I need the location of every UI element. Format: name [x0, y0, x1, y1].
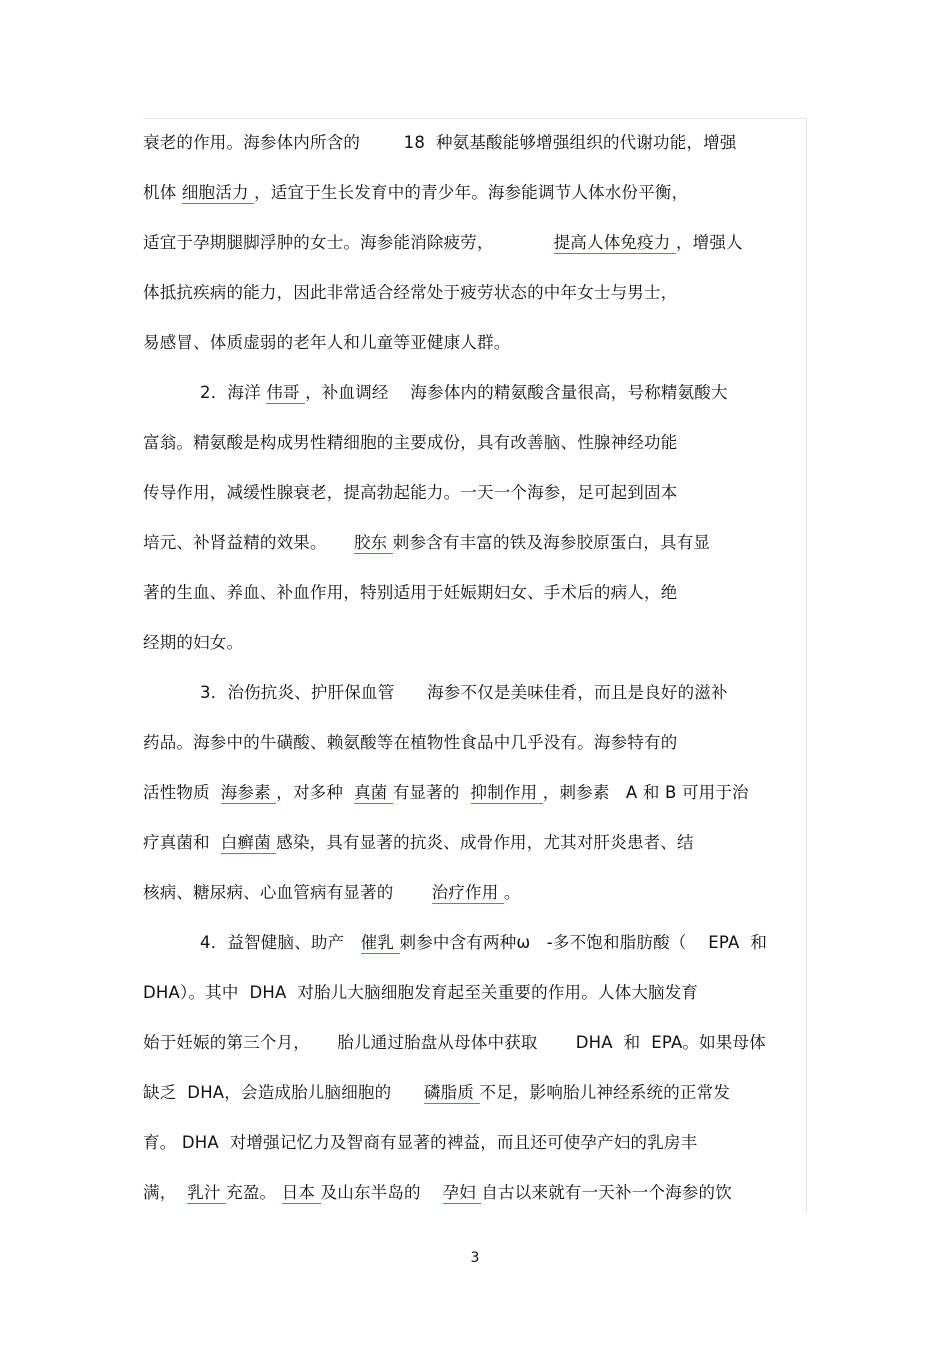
text-segment: 刺参含有丰富的铁及海参胶原蛋白，具有显: [392, 533, 711, 552]
underlined-term: 白癣菌: [220, 833, 277, 852]
underlined-term: 日本: [281, 1183, 321, 1202]
text-segment: 有显著的: [392, 783, 471, 802]
text-segment: 富翁。精氨酸是构成男性精细胞的主要成份，具有改善脑、性腺神经功能: [143, 433, 678, 452]
text-line: [143, 430, 677, 456]
text-segment: 传导作用，减缓性腺衰老，提高勃起能力。一天一个海参，足可起到固本: [143, 483, 678, 502]
text-segment: 3．治伤抗炎、护肝保血管 海参不仅是美味佳肴，而且是良好的滋补: [200, 683, 728, 702]
text-segment: 不足，影响胎儿神经系统的正常发: [479, 1083, 731, 1102]
text-segment: 核病、糖尿病、心血管病有显著的: [143, 883, 432, 902]
text-segment: 衰老的作用。海参体内所含的 18 种氨基酸能够增强组织的代谢功能，增强: [143, 133, 737, 152]
text-segment: 体抵抗疾病的能力，因此非常适合经常处于疲劳状态的中年女士与男士，: [143, 283, 678, 302]
text-segment: 始于妊娠的第三个月， 胎儿通过胎盘从母体中获取 DHA 和 EPA。如果母体: [143, 1033, 766, 1052]
text-segment: ，适宜于生长发育中的青少年。海参能调节人体水份平衡，: [254, 183, 689, 202]
text-segment: 经期的妇女。: [143, 633, 244, 652]
text-segment: 易感冒、体质虚弱的老年人和儿童等亚健康人群。: [143, 333, 511, 352]
text-segment: 2．海洋: [200, 383, 267, 402]
text-segment: 及山东半岛的: [320, 1183, 443, 1202]
text-line: [143, 880, 521, 906]
underlined-term: 海参素: [220, 783, 277, 802]
text-line: [143, 330, 510, 356]
underlined-term: 细胞活力: [181, 183, 255, 202]
text-segment: 著的生血、养血、补血作用，特别适用于妊娠期妇女、手术后的病人，绝: [143, 583, 678, 602]
text-segment: 药品。海参中的牛磺酸、赖氨酸等在植物性食品中几乎没有。海参特有的: [143, 733, 678, 752]
text-segment: 4．益智健脑、助产: [200, 933, 361, 952]
text-segment: 缺乏 DHA，会造成胎儿脑细胞的: [143, 1083, 424, 1102]
text-line: [143, 730, 677, 756]
text-segment: DHA）。其中 DHA 对胎儿大脑细胞发育起至关重要的作用。人体大脑发育: [143, 983, 699, 1002]
text-segment: 疗真菌和: [143, 833, 221, 852]
underlined-term: 孕妇: [442, 1183, 482, 1202]
text-line: [143, 180, 688, 206]
text-segment: 。: [503, 883, 521, 902]
text-segment: 感染，具有显著的抗炎、成骨作用，尤其对肝炎患者、结: [276, 833, 694, 852]
text-segment: ，增强人: [675, 233, 743, 252]
text-line: [143, 980, 698, 1006]
text-line: [143, 630, 243, 656]
text-line: [143, 530, 710, 556]
text-line: [143, 1030, 766, 1056]
text-line: [143, 130, 737, 156]
text-segment: ，补血调经 海参体内的精氨酸含量很高，号称精氨酸大: [305, 383, 728, 402]
text-line: [143, 780, 749, 806]
text-segment: 培元、补肾益精的效果。: [143, 533, 354, 552]
text-segment: 育。 DHA 对增强记忆力及智商有显著的裨益，而且还可使孕产妇的乳房丰: [143, 1133, 698, 1152]
text-line: [200, 380, 728, 406]
underlined-term: 抑制作用: [470, 783, 543, 802]
underlined-term: 提高人体免疫力: [553, 233, 676, 252]
underlined-term: 催乳: [360, 933, 400, 952]
underlined-term: 治疗作用: [431, 883, 504, 902]
text-line: [200, 680, 728, 706]
text-segment: 刺参中含有两种ω -多不饱和脂肪酸（ EPA 和: [399, 933, 768, 952]
text-segment: 适宜于孕期腿脚浮肿的女士。海参能消除疲劳，: [143, 233, 554, 252]
underlined-term: 乳汁: [187, 1183, 227, 1202]
text-segment: 自古以来就有一天补一个海参的饮: [481, 1183, 732, 1202]
text-line: [143, 1130, 697, 1156]
text-segment: 机体: [143, 183, 182, 202]
text-line: [143, 1080, 730, 1106]
underlined-term: 伟哥: [266, 383, 306, 402]
text-line: [143, 230, 743, 256]
text-segment: 活性物质: [143, 783, 221, 802]
underlined-term: 磷脂质: [423, 1083, 480, 1102]
text-line: [143, 1180, 732, 1206]
page-number: 3: [470, 1250, 480, 1266]
text-segment: ，刺参素 A 和 B 可用于治: [542, 783, 749, 802]
text-segment: ，对多种: [276, 783, 354, 802]
text-line: [143, 280, 677, 306]
underlined-term: 胶东: [353, 533, 393, 552]
underlined-term: 真菌: [353, 783, 393, 802]
text-line: [143, 480, 677, 506]
text-segment: 满，: [143, 1183, 188, 1202]
text-segment: 充盈。: [226, 1183, 282, 1202]
text-line: [143, 580, 677, 606]
text-line: [200, 930, 767, 956]
text-line: [143, 830, 694, 856]
